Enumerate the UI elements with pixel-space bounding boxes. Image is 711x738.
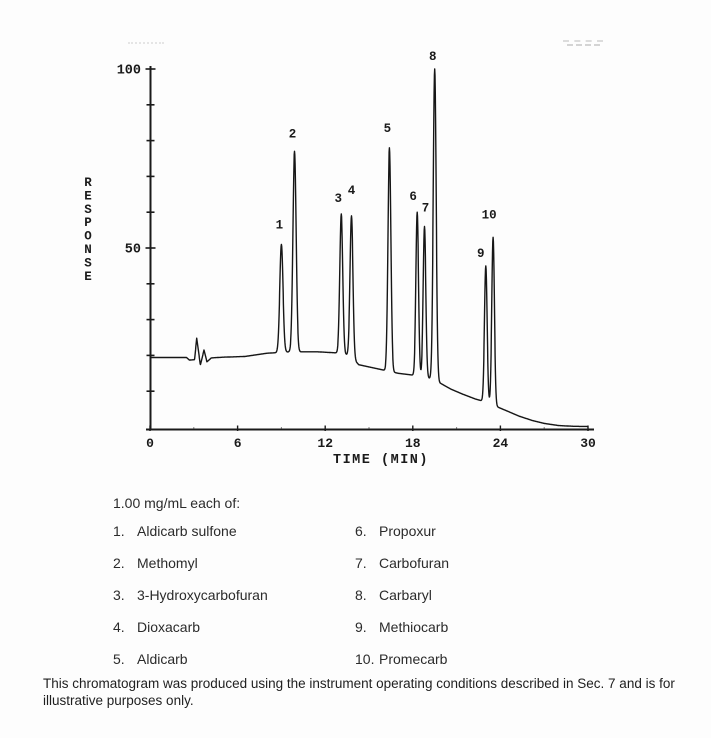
- y-tick-label: 50: [124, 242, 141, 258]
- legend-item-number: 3.: [113, 587, 125, 603]
- peak-label-8: 8: [428, 50, 437, 64]
- peak-label-2: 2: [288, 127, 297, 142]
- legend-item-number: 5.: [113, 651, 125, 667]
- y-axis-title-letter: S: [84, 256, 92, 271]
- legend-item-number: 10.: [355, 651, 375, 667]
- legend-item: [113, 587, 268, 603]
- legend-item-number: 7.: [355, 555, 367, 571]
- legend-item-name: 3-Hydroxycarbofuran: [137, 587, 268, 603]
- peak-label-1: 1: [275, 218, 284, 233]
- legend-column-left: [113, 523, 268, 683]
- y-tick-label: 100: [116, 63, 141, 79]
- legend-item: [355, 523, 449, 539]
- x-tick-label: 0: [146, 436, 154, 451]
- legend-item-name: Dioxacarb: [137, 619, 201, 635]
- legend-item: [113, 619, 268, 635]
- legend-item: [355, 619, 449, 635]
- x-tick-label: 30: [580, 436, 596, 451]
- y-axis-title-letter: O: [84, 229, 92, 244]
- x-tick-label: 18: [404, 436, 421, 451]
- legend-item-name: Methomyl: [137, 555, 198, 571]
- legend-item: [113, 523, 268, 539]
- legend-item-name: Methiocarb: [379, 619, 449, 635]
- legend-item: [113, 651, 268, 667]
- legend-item-number: 8.: [355, 587, 367, 603]
- legend-item-name: Propoxur: [379, 523, 436, 539]
- x-axis-title: TIME (MIN): [332, 453, 430, 468]
- legend-item-number: 6.: [355, 523, 367, 539]
- y-axis-title-letter: N: [84, 243, 92, 257]
- legend-item-number: 2.: [113, 555, 125, 571]
- y-axis-title-letter: P: [84, 216, 92, 231]
- legend-item-name: Aldicarb: [137, 651, 188, 667]
- legend-item-name: Carbofuran: [379, 555, 450, 571]
- legend-item: [355, 555, 449, 571]
- legend-item-number: 1.: [113, 523, 125, 539]
- legend-item-number: 9.: [355, 619, 367, 635]
- peak-label-3: 3: [334, 191, 343, 206]
- legend-item: [355, 651, 449, 667]
- legend-item-name: Aldicarb sulfone: [137, 523, 237, 539]
- legend-column-right: [355, 523, 449, 683]
- peak-label-10: 10: [481, 208, 497, 223]
- peak-label-7: 7: [421, 201, 430, 216]
- chromatogram-trace: [150, 69, 588, 427]
- peak-label-9: 9: [477, 246, 485, 261]
- peak-label-6: 6: [409, 190, 417, 205]
- y-axis-title-letter: E: [84, 269, 92, 284]
- x-tick-label: 6: [233, 436, 242, 451]
- legend-item-name: Promecarb: [379, 651, 448, 667]
- y-axis-title-letter: R: [84, 176, 92, 190]
- peak-label-5: 5: [383, 121, 392, 136]
- y-axis-title-letter: E: [84, 189, 92, 204]
- x-tick-label: 12: [317, 436, 334, 451]
- y-axis-title-letter: S: [84, 202, 92, 217]
- legend-item: [113, 555, 268, 571]
- peak-label-4: 4: [347, 183, 356, 198]
- legend-item-number: 4.: [113, 619, 125, 635]
- footer-note: This chromatogram was produced using the instrument operating conditions described in Sec. 7 and is for illustrative purposes only.: [43, 676, 675, 708]
- legend-item: [355, 587, 449, 603]
- x-tick-label: 24: [492, 436, 509, 451]
- legend-item-name: Carbaryl: [379, 587, 432, 603]
- legend-heading: 1.00 mg/mL each of:: [113, 495, 241, 511]
